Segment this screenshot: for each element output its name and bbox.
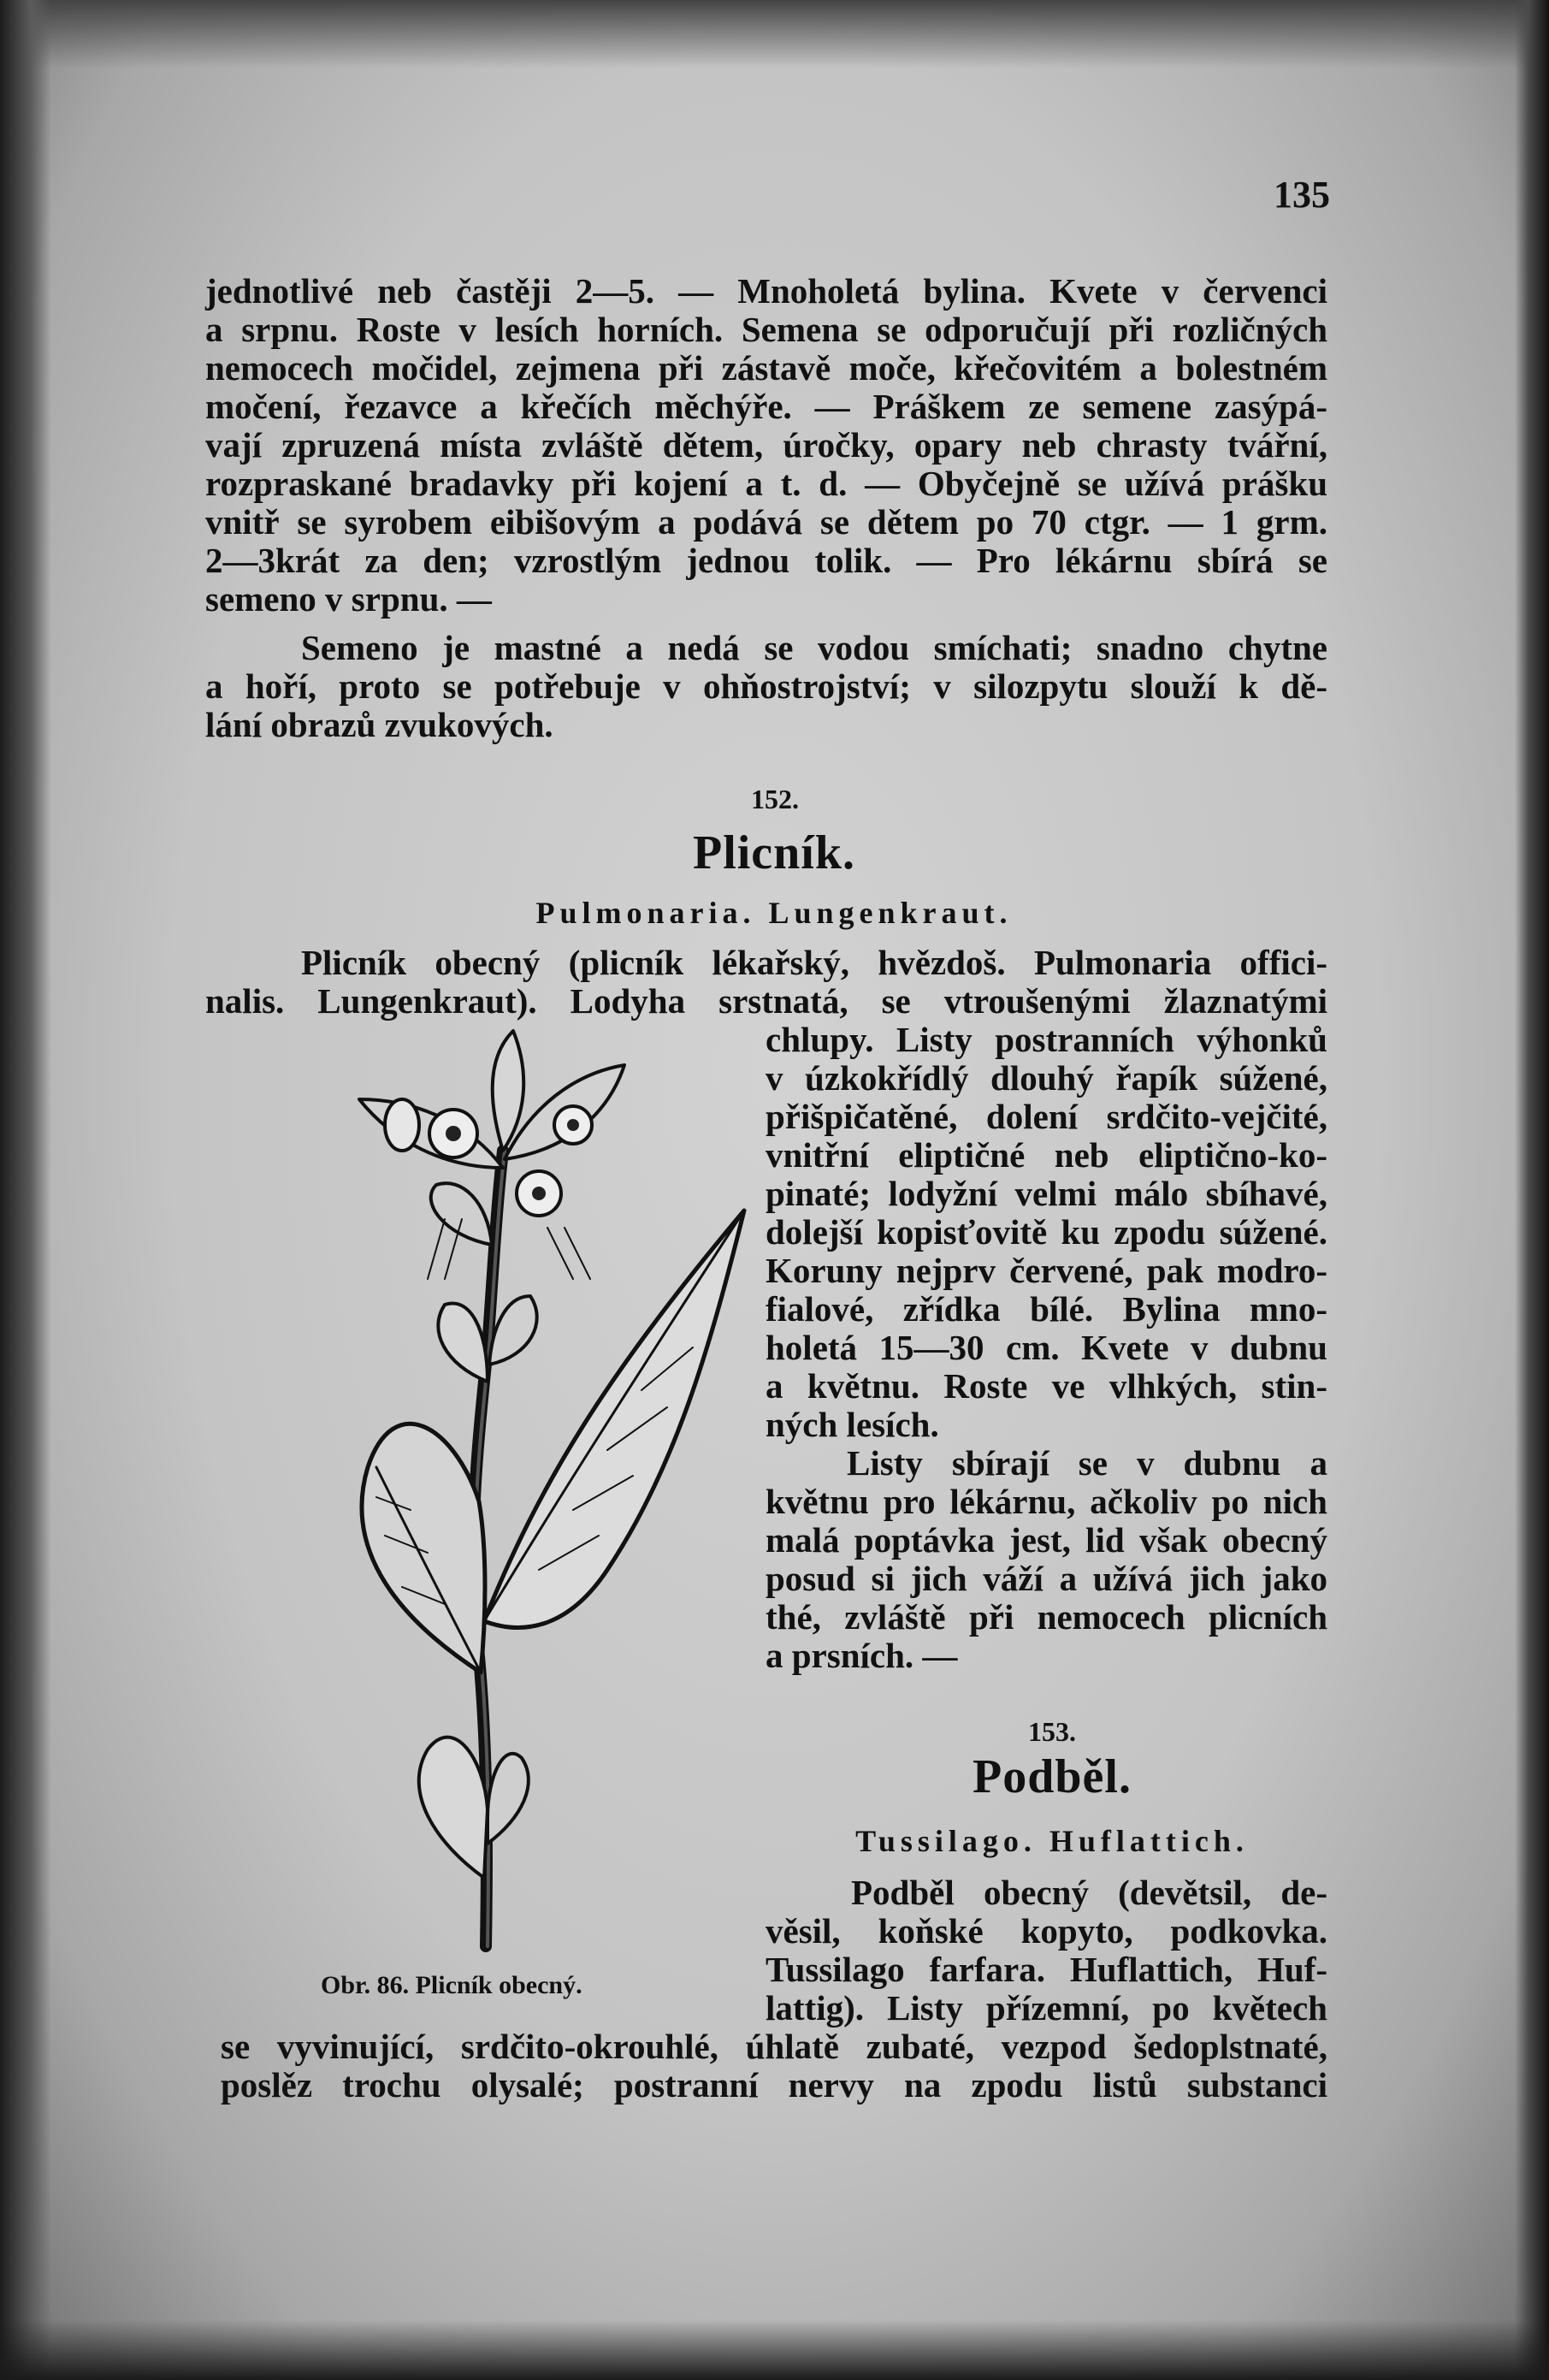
text-line: poslěz trochu olysalé; postranní nervy na zpodu listů substanci xyxy=(221,2065,1327,2105)
text-line: a srpnu. Roste v lesích horních. Semena se odporučují při rozličných xyxy=(205,310,1327,349)
text-line: lattig). Listy přízemní, po květech xyxy=(766,1988,1327,2028)
text-line: nalis. Lungenkraut). Lodyha srstnatá, se vtroušenými žlaznatými xyxy=(205,981,1327,1021)
text-line: dolejší kopisťovitě ku zpodu súžené. xyxy=(766,1212,1327,1252)
text-line: thé, zvláště při nemocech plicních xyxy=(766,1597,1327,1637)
text-line: lání obrazů zvukových. xyxy=(205,705,553,744)
text-line: močení, řezavce a křečích měchýře. — Práškem ze semene zasýpá- xyxy=(205,387,1327,426)
text-line: se vyvinující, srdčito-okrouhlé, úhlatě zubaté, vezpod šedoplstnaté, xyxy=(221,2027,1327,2066)
text-line: věsil, koňské kopyto, podkovka. xyxy=(766,1911,1327,1951)
scan-shadow-left xyxy=(0,0,51,2380)
page-number: 135 xyxy=(1274,174,1330,216)
figure-caption: Obr. 86. Plicník obecný. xyxy=(321,1971,582,1999)
text-line: jednotlivé neb častěji 2—5. — Mnoholetá bylina. Kvete v červenci xyxy=(205,271,1327,311)
text-line: a květnu. Roste ve vlhkých, stin- xyxy=(766,1366,1327,1406)
text-line: v úzkokřídlý dlouhý řapík súžené, xyxy=(766,1058,1327,1098)
entry-title: Plicník. xyxy=(692,826,856,879)
text-line: vnitřní eliptičné neb eliptično-ko- xyxy=(766,1135,1327,1175)
text-line: semeno v srpnu. — xyxy=(205,579,492,619)
text-line: a hoří, proto se potřebuje v ohňostrojství; v silozpytu slouží k dě- xyxy=(205,666,1327,706)
text-line: 2—3krát za den; vzrostlým jednou tolik. — Pro lékárnu sbírá se xyxy=(205,541,1327,580)
text-line: ných lesích. xyxy=(766,1405,939,1444)
text-line: Semeno je mastné a nedá se vodou smíchati; snadno chytne xyxy=(301,628,1327,667)
lungwort-illustration xyxy=(231,1022,770,1959)
text-line: vají zpruzená místa zvláště dětem, úročky, opary neb chrasty tvářní, xyxy=(205,425,1327,465)
latin-name: Tussilago. Huflattich. xyxy=(855,1824,1249,1858)
scan-shadow-top xyxy=(0,0,1549,68)
text-line: Plicník obecný (plicník lékařský, hvězdoš. Pulmonaria offici- xyxy=(301,943,1327,982)
text-line: malá poptávka jest, lid však obecný xyxy=(766,1520,1327,1560)
text-line: chlupy. Listy postranních výhonků xyxy=(766,1020,1327,1059)
entry-number: 152. xyxy=(751,784,799,814)
entry-number: 153. xyxy=(1028,1716,1076,1747)
text-line: vnitř se syrobem eibišovým a podává se dětem po 70 ctgr. — 1 grm. xyxy=(205,502,1327,542)
text-line: fialové, zřídka bílé. Bylina mno- xyxy=(766,1289,1327,1329)
text-line: posud si jich váží a užívá jich jako xyxy=(766,1559,1327,1598)
text-line: Koruny nejprv červené, pak modro- xyxy=(766,1251,1327,1290)
text-line: Listy sbírají se v dubnu a xyxy=(847,1443,1327,1483)
text-line: pinaté; lodyžní velmi málo sbíhavé, xyxy=(766,1174,1327,1213)
text-line: přišpičatěné, dolení srdčito-vejčité, xyxy=(766,1097,1327,1136)
text-line: květnu pro lékárnu, ačkoliv po nich xyxy=(766,1482,1327,1521)
text-line: a prsních. — xyxy=(766,1636,958,1675)
scan-shadow-bottom xyxy=(0,2320,1549,2380)
text-line: rozpraskané bradavky při kojení a t. d. — Obyčejně se užívá prášku xyxy=(205,464,1327,503)
text-line: holetá 15—30 cm. Kvete v dubnu xyxy=(766,1328,1327,1367)
latin-name: Pulmonaria. Lungenkraut. xyxy=(535,896,1013,930)
text-line: Tussilago farfara. Huflattich, Huf- xyxy=(766,1950,1327,1989)
text-line: nemocech močidel, zejmena při zástavě moče, křečovitém a bolestném xyxy=(205,348,1327,388)
entry-title: Podběl. xyxy=(973,1750,1132,1803)
scan-shadow-right xyxy=(1515,0,1549,2380)
text-line: Podběl obecný (devětsil, de- xyxy=(851,1873,1327,1912)
